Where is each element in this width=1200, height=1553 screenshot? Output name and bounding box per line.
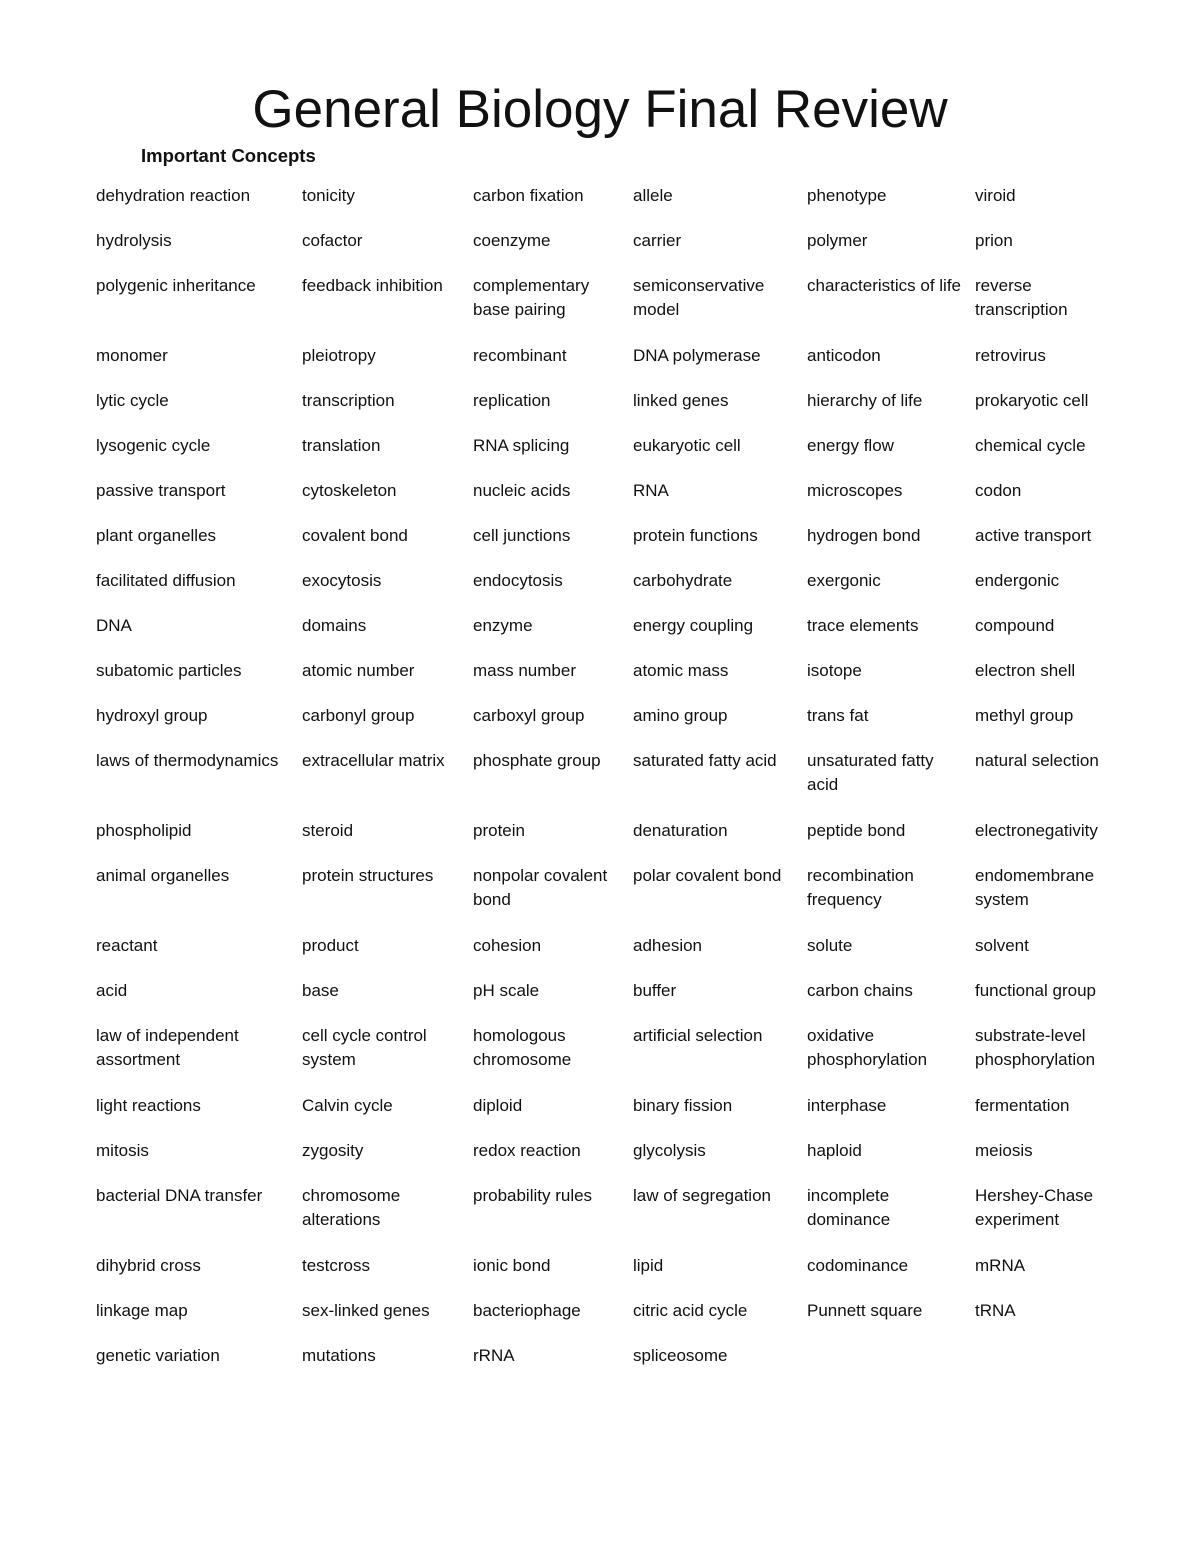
- table-row: [96, 704, 1136, 749]
- term-cell: reverse transcription: [975, 276, 1068, 319]
- section-subtitle: Important Concepts: [141, 145, 316, 166]
- term-cell: Calvin cycle: [302, 1096, 393, 1115]
- term-cell: mutations: [302, 1346, 376, 1365]
- term-cell: allele: [633, 186, 673, 205]
- term-cell: subatomic particles: [96, 661, 242, 680]
- term-cell: phospholipid: [96, 821, 192, 840]
- term-cell: plant organelles: [96, 526, 217, 545]
- term-cell: viroid: [975, 186, 1016, 205]
- table-row: [96, 524, 1136, 569]
- term-cell: bacterial DNA transfer: [96, 1186, 263, 1205]
- term-cell: recombinant: [473, 346, 567, 365]
- term-cell: haploid: [807, 1141, 862, 1160]
- term-cell: polymer: [807, 231, 868, 250]
- term-cell: citric acid cycle: [633, 1301, 748, 1320]
- term-cell: law of independent assortment: [96, 1026, 239, 1069]
- term-cell: phosphate group: [473, 751, 601, 770]
- term-cell: product: [302, 936, 359, 955]
- term-cell: zygosity: [302, 1141, 364, 1160]
- term-cell: nonpolar covalent bond: [473, 866, 608, 909]
- term-cell: peptide bond: [807, 821, 906, 840]
- term-cell: monomer: [96, 346, 168, 365]
- term-cell: tRNA: [975, 1301, 1016, 1320]
- term-cell: pleiotropy: [302, 346, 376, 365]
- table-row: [96, 659, 1136, 704]
- term-cell: mRNA: [975, 1256, 1026, 1275]
- term-cell: lipid: [633, 1256, 664, 1275]
- term-cell: amino group: [633, 706, 728, 725]
- term-cell: translation: [302, 436, 381, 455]
- term-cell: extracellular matrix: [302, 751, 445, 770]
- table-row: [96, 389, 1136, 434]
- term-cell: ionic bond: [473, 1256, 551, 1275]
- term-cell: domains: [302, 616, 367, 635]
- term-cell: animal organelles: [96, 866, 230, 885]
- term-cell: light reactions: [96, 1096, 201, 1115]
- table-row: [96, 1184, 1136, 1254]
- term-cell: polygenic inheritance: [96, 276, 256, 295]
- term-cell: protein: [473, 821, 525, 840]
- table-row: [96, 569, 1136, 614]
- term-cell: fermentation: [975, 1096, 1070, 1115]
- table-row: [96, 479, 1136, 524]
- term-cell: electron shell: [975, 661, 1076, 680]
- term-cell: RNA: [633, 481, 669, 500]
- term-cell: codominance: [807, 1256, 909, 1275]
- term-cell: chromosome alterations: [302, 1186, 401, 1229]
- term-cell: exocytosis: [302, 571, 382, 590]
- term-cell: active transport: [975, 526, 1092, 545]
- term-cell: oxidative phosphorylation: [807, 1026, 928, 1069]
- term-cell: recombination frequency: [807, 866, 914, 909]
- term-cell: trace elements: [807, 616, 919, 635]
- term-cell: atomic mass: [633, 661, 729, 680]
- term-cell: meiosis: [975, 1141, 1033, 1160]
- term-cell: compound: [975, 616, 1055, 635]
- term-cell: facilitated diffusion: [96, 571, 236, 590]
- term-cell: carbonyl group: [302, 706, 415, 725]
- term-cell: enzyme: [473, 616, 533, 635]
- table-row: [96, 934, 1136, 979]
- term-cell: energy flow: [807, 436, 894, 455]
- term-cell: natural selection: [975, 751, 1099, 770]
- terms-table-body: [96, 184, 1136, 1389]
- term-cell: lysogenic cycle: [96, 436, 211, 455]
- page-title: General Biology Final Review: [252, 80, 948, 139]
- term-cell: carboxyl group: [473, 706, 585, 725]
- term-cell: eukaryotic cell: [633, 436, 741, 455]
- terms-table: [96, 184, 1136, 1389]
- term-cell: methyl group: [975, 706, 1074, 725]
- term-cell: endocytosis: [473, 571, 563, 590]
- term-cell: denaturation: [633, 821, 728, 840]
- term-cell: retrovirus: [975, 346, 1046, 365]
- term-cell: tonicity: [302, 186, 355, 205]
- term-cell: prion: [975, 231, 1013, 250]
- term-cell: codon: [975, 481, 1022, 500]
- term-cell: genetic variation: [96, 1346, 220, 1365]
- term-cell: trans fat: [807, 706, 869, 725]
- table-row: [96, 614, 1136, 659]
- term-cell: cofactor: [302, 231, 363, 250]
- term-cell: characteristics of life: [807, 276, 961, 295]
- term-cell: Hershey-Chase experiment: [975, 1186, 1094, 1229]
- term-cell: linked genes: [633, 391, 729, 410]
- term-cell: hydrogen bond: [807, 526, 921, 545]
- term-cell: chemical cycle: [975, 436, 1086, 455]
- term-cell: carrier: [633, 231, 682, 250]
- term-cell: protein structures: [302, 866, 434, 885]
- term-cell: replication: [473, 391, 551, 410]
- term-cell: saturated fatty acid: [633, 751, 777, 770]
- term-cell: law of segregation: [633, 1186, 771, 1205]
- table-row: [96, 274, 1136, 344]
- term-cell: phenotype: [807, 186, 887, 205]
- term-cell: solvent: [975, 936, 1029, 955]
- term-cell: rRNA: [473, 1346, 515, 1365]
- term-cell: mitosis: [96, 1141, 149, 1160]
- term-cell: acid: [96, 981, 128, 1000]
- term-cell: carbon fixation: [473, 186, 584, 205]
- term-cell: binary fission: [633, 1096, 733, 1115]
- term-cell: interphase: [807, 1096, 887, 1115]
- term-cell: coenzyme: [473, 231, 551, 250]
- term-cell: protein functions: [633, 526, 758, 545]
- term-cell: testcross: [302, 1256, 371, 1275]
- term-cell: DNA: [96, 616, 132, 635]
- term-cell: unsaturated fatty acid: [807, 751, 934, 794]
- term-cell: complementary base pairing: [473, 276, 590, 319]
- term-cell: glycolysis: [633, 1141, 706, 1160]
- term-cell: nucleic acids: [473, 481, 571, 500]
- term-cell: adhesion: [633, 936, 703, 955]
- term-cell: reactant: [96, 936, 158, 955]
- table-row: [96, 184, 1136, 229]
- term-cell: endomembrane system: [975, 866, 1095, 909]
- table-row: [96, 1024, 1136, 1094]
- term-cell: exergonic: [807, 571, 881, 590]
- term-cell: mass number: [473, 661, 576, 680]
- table-row: [96, 979, 1136, 1024]
- term-cell: DNA polymerase: [633, 346, 761, 365]
- term-cell: isotope: [807, 661, 862, 680]
- term-cell: passive transport: [96, 481, 226, 500]
- term-cell: RNA splicing: [473, 436, 570, 455]
- term-cell: laws of thermodynamics: [96, 751, 279, 770]
- term-cell: linkage map: [96, 1301, 188, 1320]
- table-row: [96, 749, 1136, 819]
- term-cell: pH scale: [473, 981, 540, 1000]
- term-cell: cell cycle control system: [302, 1026, 427, 1069]
- term-cell: endergonic: [975, 571, 1060, 590]
- term-cell: cytoskeleton: [302, 481, 397, 500]
- term-cell: probability rules: [473, 1186, 593, 1205]
- table-row: [96, 1254, 1136, 1299]
- table-row: [96, 229, 1136, 274]
- term-cell: covalent bond: [302, 526, 408, 545]
- term-cell: bacteriophage: [473, 1301, 581, 1320]
- term-cell: atomic number: [302, 661, 415, 680]
- term-cell: artificial selection: [633, 1026, 763, 1045]
- term-cell: substrate-level phosphorylation: [975, 1026, 1096, 1069]
- term-cell: transcription: [302, 391, 395, 410]
- term-cell: sex-linked genes: [302, 1301, 430, 1320]
- term-cell: feedback inhibition: [302, 276, 443, 295]
- term-cell: [975, 1344, 1136, 1389]
- table-row: [96, 864, 1136, 934]
- term-cell: steroid: [302, 821, 354, 840]
- term-cell: Punnett square: [807, 1301, 923, 1320]
- term-cell: cohesion: [473, 936, 542, 955]
- term-cell: electronegativity: [975, 821, 1098, 840]
- term-cell: redox reaction: [473, 1141, 581, 1160]
- term-cell: homologous chromosome: [473, 1026, 572, 1069]
- term-cell: hierarchy of life: [807, 391, 923, 410]
- table-row: [96, 1344, 1136, 1389]
- term-cell: hydrolysis: [96, 231, 172, 250]
- term-cell: spliceosome: [633, 1346, 728, 1365]
- term-cell: polar covalent bond: [633, 866, 782, 885]
- term-cell: microscopes: [807, 481, 903, 500]
- term-cell: hydroxyl group: [96, 706, 208, 725]
- table-row: [96, 1094, 1136, 1139]
- term-cell: base: [302, 981, 339, 1000]
- term-cell: buffer: [633, 981, 677, 1000]
- table-row: [96, 434, 1136, 479]
- table-row: [96, 819, 1136, 864]
- term-cell: incomplete dominance: [807, 1186, 891, 1229]
- term-cell: dihybrid cross: [96, 1256, 201, 1275]
- term-cell: solute: [807, 936, 853, 955]
- term-cell: functional group: [975, 981, 1096, 1000]
- term-cell: diploid: [473, 1096, 523, 1115]
- table-row: [96, 1139, 1136, 1184]
- term-cell: cell junctions: [473, 526, 571, 545]
- term-cell: lytic cycle: [96, 391, 169, 410]
- term-cell: anticodon: [807, 346, 881, 365]
- term-cell: prokaryotic cell: [975, 391, 1089, 410]
- term-cell: carbohydrate: [633, 571, 733, 590]
- table-row: [96, 344, 1136, 389]
- term-cell: dehydration reaction: [96, 186, 251, 205]
- term-cell: carbon chains: [807, 981, 913, 1000]
- term-cell: semiconservative model: [633, 276, 765, 319]
- table-row: [96, 1299, 1136, 1344]
- term-cell: [807, 1344, 975, 1389]
- term-cell: energy coupling: [633, 616, 754, 635]
